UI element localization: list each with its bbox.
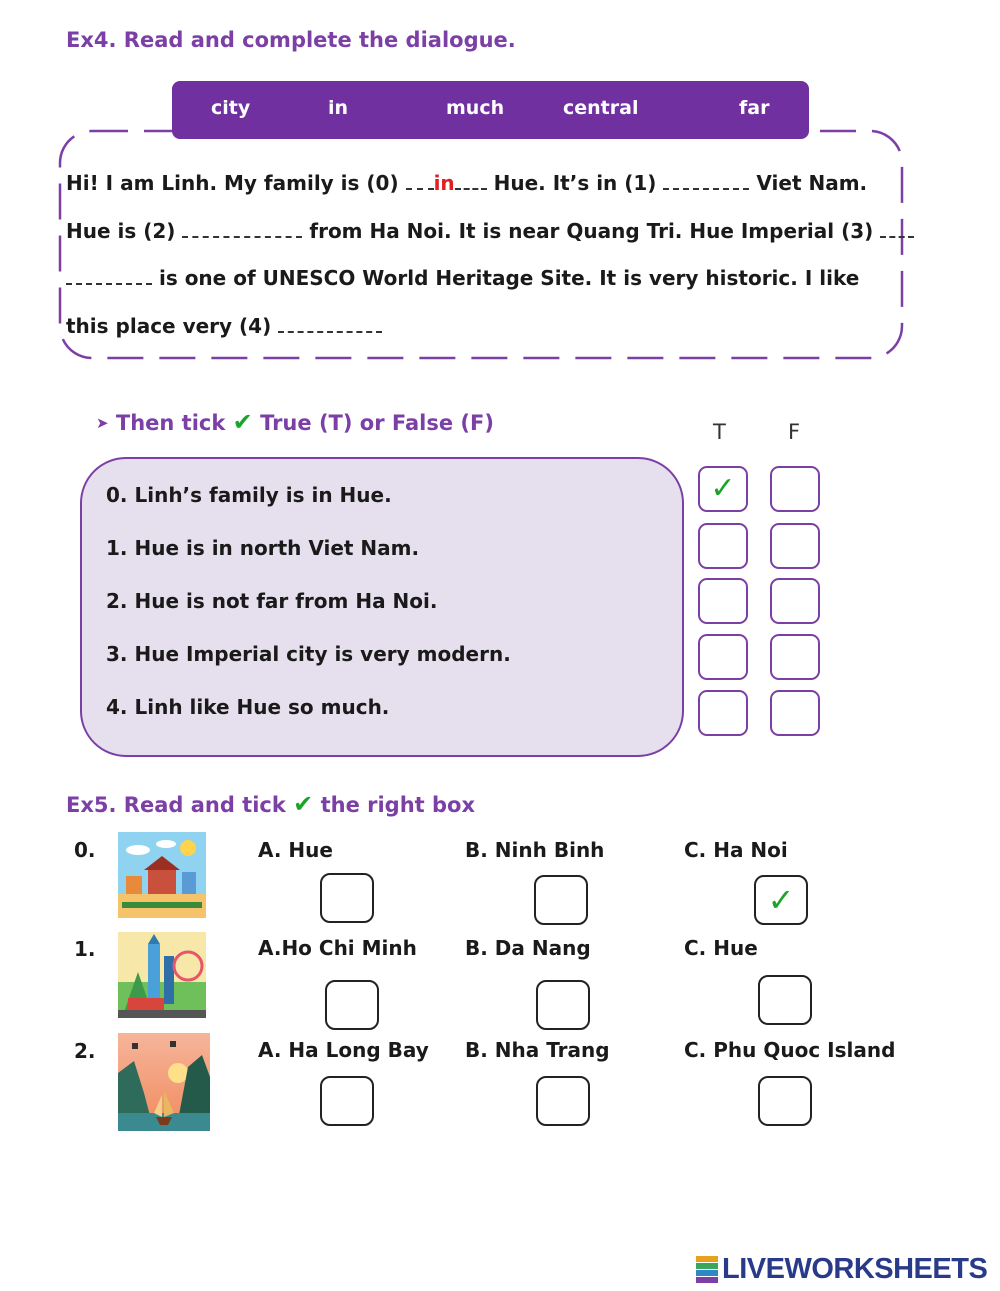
passage-text: Hue. It’s in (1) [493, 171, 657, 195]
ex5-title: Ex5. Read and tick ✔ the right box [66, 790, 476, 818]
picture-ha-noi [118, 832, 206, 918]
answer-0[interactable]: in [433, 171, 455, 195]
passage-line-3 [66, 266, 859, 290]
passage-text: this place very (4) [66, 314, 272, 338]
option-a: A.Ho Chi Minh [258, 936, 417, 960]
passage-text: is one of UNESCO World Heritage Site. It is very historic. I like [158, 266, 860, 290]
statement-4: 4. Linh like Hue so much. [106, 695, 390, 719]
tick-box-f-4[interactable] [770, 690, 820, 736]
word-bank-item[interactable]: in [328, 97, 349, 119]
logo-badge [696, 1256, 718, 1284]
word-bank-item[interactable]: city [211, 97, 251, 119]
answer-box-1-c[interactable] [758, 975, 812, 1025]
word-bank-item[interactable]: central [563, 97, 639, 119]
blank-0-left [406, 174, 434, 190]
passage-text: from Ha Noi. It is near Quang Tri. Hue Imperial (3) [309, 219, 874, 243]
answer-box-0-a[interactable] [320, 873, 374, 923]
question-number: 0. [74, 838, 96, 862]
option-c: C. Hue [684, 936, 758, 960]
option-a: A. Hue [258, 838, 333, 862]
question-number: 1. [74, 937, 96, 961]
statement-3: 3. Hue Imperial city is very modern. [106, 642, 511, 666]
checkmark-icon: ✔ [293, 790, 314, 818]
question-number: 2. [74, 1039, 96, 1063]
tick-box-f-2[interactable] [770, 578, 820, 624]
tick-box-f-0[interactable] [770, 466, 820, 512]
answer-box-0-c[interactable]: ✓ [754, 875, 808, 925]
blank-0-right [455, 174, 487, 190]
picture-ho-chi-minh [118, 932, 206, 1018]
passage-line-2 [66, 219, 914, 243]
statement-1: 1. Hue is in north Viet Nam. [106, 536, 420, 560]
option-b: B. Nha Trang [465, 1038, 610, 1062]
option-c: C. Phu Quoc Island [684, 1038, 896, 1062]
column-header-t: T [713, 420, 726, 444]
tick-box-t-4[interactable] [698, 690, 748, 736]
tick-instruction: ➤ Then tick ✔ True (T) or False (F) [96, 408, 494, 436]
answer-box-2-c[interactable] [758, 1076, 812, 1126]
answer-box-2-a[interactable] [320, 1076, 374, 1126]
blank-1[interactable] [663, 174, 749, 190]
blank-4[interactable] [278, 317, 382, 333]
word-bank [172, 81, 809, 139]
ex4-title: Ex4. Read and complete the dialogue. [66, 28, 516, 52]
column-header-f: F [788, 420, 801, 444]
option-c: C. Ha Noi [684, 838, 788, 862]
picture-ha-long-bay [118, 1033, 210, 1131]
checkmark-icon: ✔ [232, 408, 253, 436]
passage-text: Hue is (2) [66, 219, 176, 243]
answer-box-0-b[interactable] [534, 875, 588, 925]
statement-2: 2. Hue is not far from Ha Noi. [106, 589, 438, 613]
liveworksheets-logo [696, 1253, 987, 1286]
statement-0: 0. Linh’s family is in Hue. [106, 483, 392, 507]
passage-line-1 [66, 171, 867, 195]
word-bank-item[interactable]: much [446, 97, 505, 119]
passage-text: Viet Nam. [756, 171, 868, 195]
tick-box-t-1[interactable] [698, 523, 748, 569]
tick-box-f-1[interactable] [770, 523, 820, 569]
logo-text: LIVEWORKSHEETS [722, 1253, 988, 1285]
answer-box-1-b[interactable] [536, 980, 590, 1030]
answer-box-2-b[interactable] [536, 1076, 590, 1126]
tick-box-t-3[interactable] [698, 634, 748, 680]
passage-line-4 [66, 314, 382, 338]
blank-3-cont[interactable] [66, 269, 152, 285]
option-b: B. Da Nang [465, 936, 591, 960]
option-a: A. Ha Long Bay [258, 1038, 429, 1062]
passage-frame [0, 0, 1000, 400]
arrow-bullet-icon: ➤ [96, 414, 109, 432]
passage-text: Hi! I am Linh. My family is (0) [66, 171, 399, 195]
blank-3[interactable] [880, 222, 914, 238]
answer-box-1-a[interactable] [325, 980, 379, 1030]
tick-box-t-0[interactable]: ✓ [698, 466, 748, 512]
option-b: B. Ninh Binh [465, 838, 605, 862]
tick-box-t-2[interactable] [698, 578, 748, 624]
blank-2[interactable] [182, 222, 302, 238]
word-bank-item[interactable]: far [739, 97, 770, 119]
tick-box-f-3[interactable] [770, 634, 820, 680]
